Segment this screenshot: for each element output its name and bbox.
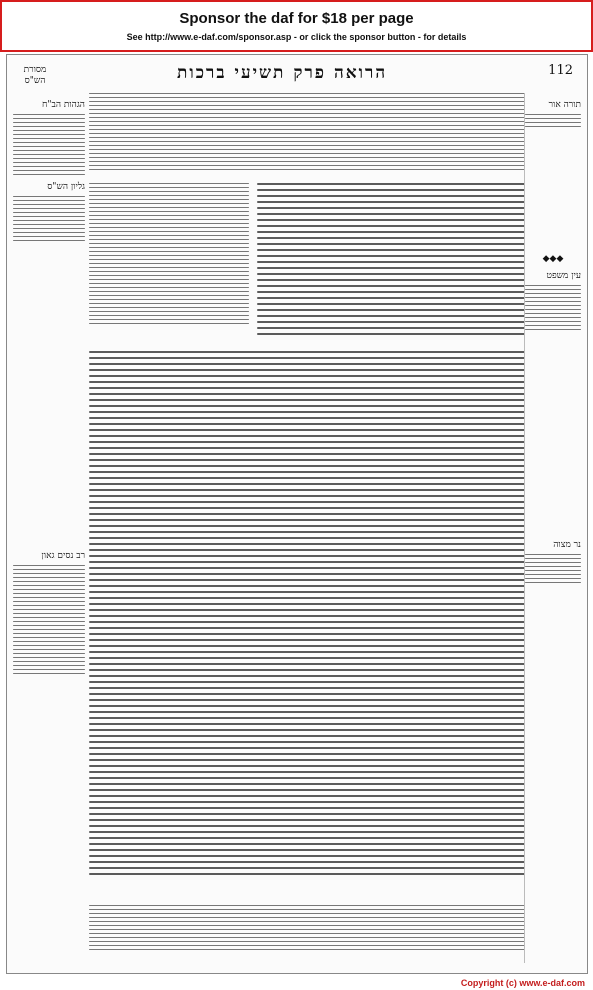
tosafot-commentary <box>89 183 249 327</box>
left-label-3: רב נסים גאון <box>41 551 85 561</box>
page-title: הרואה פרק תשיעי ברכות <box>177 63 388 83</box>
gemara-text <box>257 183 525 339</box>
banner-title[interactable]: Sponsor the daf for $18 per page <box>179 10 414 27</box>
right-label-2: עין משפט <box>546 271 581 281</box>
right-label-3: נר מצוה <box>553 540 581 550</box>
rashi-commentary <box>89 93 525 173</box>
left-label-2: גליון הש"ס <box>47 182 85 192</box>
copyright-notice[interactable]: Copyright (c) www.e-daf.com <box>460 978 585 988</box>
right-label-1: תורה אור <box>548 100 581 110</box>
main-text-area <box>89 93 525 963</box>
header-corner-note: מסורת הש"ס <box>23 65 47 86</box>
bottom-commentary <box>89 905 525 953</box>
section-divider: ◆◆◆ <box>542 254 564 264</box>
page-header <box>7 63 587 89</box>
page-number: 112 <box>548 63 573 78</box>
right-margin-column <box>524 93 581 963</box>
banner-subtitle[interactable]: See http://www.e-daf.com/sponsor.asp - or click the sponsor button - for details <box>126 32 467 42</box>
gemara-text-wide <box>89 351 525 879</box>
talmud-page <box>6 54 588 974</box>
sponsor-banner[interactable] <box>0 0 593 52</box>
left-label-1: הגהות הב"ח <box>42 100 85 110</box>
left-margin-column <box>13 93 85 963</box>
